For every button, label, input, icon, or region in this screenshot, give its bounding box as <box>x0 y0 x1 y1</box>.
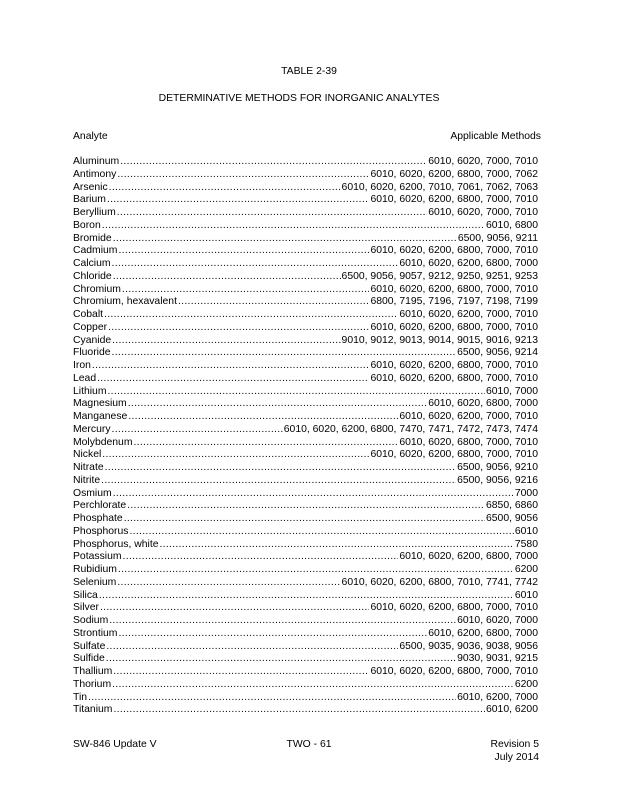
analyte-name: Magnesium <box>73 398 127 410</box>
applicable-methods: 6500, 9056, 9211 <box>457 232 538 244</box>
dot-leader <box>112 258 399 271</box>
analyte-name: Cobalt <box>73 309 104 320</box>
analyte-name: Potassium <box>73 551 122 563</box>
analyte-name: Calcium <box>73 258 111 269</box>
applicable-methods: 6200 <box>514 564 538 575</box>
dot-leader <box>128 411 398 424</box>
table-row <box>73 245 538 258</box>
table-row <box>73 462 538 475</box>
table-row <box>73 628 538 641</box>
analyte-name: Lithium <box>73 385 107 397</box>
dot-leader <box>99 590 514 603</box>
applicable-methods: 6500, 9056, 9057, 9212, 9250, 9251, 9253 <box>341 270 538 282</box>
analyte-name: Silver <box>73 602 99 614</box>
dot-leader <box>128 398 427 411</box>
table-row <box>73 679 538 692</box>
analyte-name: Copper <box>73 321 108 333</box>
table-row <box>73 386 538 399</box>
applicable-methods: 6010, 6020, 6200, 6800, 7010, 7741, 7742 <box>341 576 538 588</box>
applicable-methods: 6010, 6020, 6200, 6800, 7000, 7010 <box>370 194 538 206</box>
table-row <box>73 666 538 679</box>
analyte-name: Silica <box>73 589 98 601</box>
applicable-methods: 6800, 7195, 7196, 7197, 7198, 7199 <box>370 296 538 308</box>
applicable-methods: 6010 <box>514 589 538 601</box>
applicable-methods: 6010, 6020, 6800, 7000 <box>428 398 538 410</box>
analyte-name: Fluoride <box>73 347 111 359</box>
dot-leader <box>117 207 427 220</box>
applicable-methods: 6010, 7000 <box>485 385 538 397</box>
applicable-methods: 6500, 9056, 9214 <box>457 347 538 359</box>
table-row <box>73 475 538 488</box>
table-row <box>73 156 538 169</box>
table-row <box>73 258 538 271</box>
analyte-name: Barium <box>73 194 106 206</box>
analyte-name: Bromide <box>73 232 112 244</box>
applicable-methods: 6010, 6020, 6200, 7000, 7010 <box>399 411 538 422</box>
analyte-name: Cyanide <box>73 334 112 346</box>
table-row <box>73 513 538 526</box>
table-row <box>73 590 538 603</box>
applicable-methods: 6010 <box>514 525 538 537</box>
footer-document-id: SW-846 Update V <box>73 739 157 750</box>
applicable-methods: 6500, 9035, 9036, 9038, 9056 <box>399 640 538 652</box>
analyte-name: Lead <box>73 372 97 384</box>
analyte-name: Nitrate <box>73 462 104 473</box>
applicable-methods: 6500, 9056, 9210 <box>457 462 538 473</box>
table-row <box>73 449 538 462</box>
applicable-methods: 6500, 9056 <box>485 513 538 524</box>
dot-leader <box>124 513 485 526</box>
table-row <box>73 551 538 564</box>
applicable-methods: 6010, 6020, 6200, 6800, 7000, 7010 <box>370 666 538 677</box>
analyte-name: Nickel <box>73 449 102 461</box>
table-row <box>73 194 538 207</box>
table-row <box>73 577 538 590</box>
dot-leader <box>92 360 370 373</box>
dot-leader <box>88 692 456 705</box>
dot-leader <box>104 309 398 322</box>
applicable-methods: 6010, 6020, 6200, 7010, 7061, 7062, 7063 <box>341 181 538 193</box>
dot-leader <box>127 500 485 513</box>
table-row <box>73 641 538 654</box>
dot-leader <box>117 577 340 590</box>
table-row <box>73 411 538 424</box>
analyte-name: Phosphorus, white <box>73 538 159 550</box>
dot-leader <box>100 602 369 615</box>
dot-leader <box>97 373 369 386</box>
dot-leader <box>113 488 514 501</box>
analyte-name: Molybdenum <box>73 436 133 448</box>
dot-leader <box>123 551 399 564</box>
applicable-methods: 6010, 6020, 6800, 7000, 7010 <box>399 436 538 448</box>
table-title: DETERMINATIVE METHODS FOR INORGANIC ANALYTES <box>158 93 440 104</box>
analyte-name: Antimony <box>73 168 117 180</box>
footer-page-number: TWO - 61 <box>286 739 332 750</box>
table-row <box>73 284 538 297</box>
applicable-methods: 7000 <box>514 487 538 499</box>
dot-leader <box>113 704 485 717</box>
dot-leader <box>109 615 456 628</box>
applicable-methods: 6010, 6800 <box>485 219 538 231</box>
applicable-methods: 6010, 6020, 6200, 6800, 7000, 7010 <box>370 283 538 295</box>
table-row <box>73 360 538 373</box>
dot-leader <box>118 245 369 258</box>
table-row <box>73 526 538 539</box>
table-row <box>73 322 538 335</box>
dot-leader <box>113 271 341 284</box>
analyte-name: Tin <box>73 691 88 703</box>
applicable-methods: 6010, 6020, 7000 <box>457 615 538 626</box>
analyte-name: Cadmium <box>73 245 118 257</box>
analyte-name: Thorium <box>73 678 112 690</box>
table-row <box>73 564 538 577</box>
analyte-name: Aluminum <box>73 156 120 167</box>
table-row <box>73 347 538 360</box>
analyte-name: Iron <box>73 360 91 371</box>
applicable-methods: 6010, 6200 <box>485 704 538 716</box>
dot-leader <box>112 424 283 437</box>
dot-leader <box>105 462 456 475</box>
dot-leader <box>102 220 485 233</box>
analyte-name: Nitrite <box>73 474 101 486</box>
table-row <box>73 373 538 386</box>
applicable-methods: 7580 <box>514 538 538 550</box>
footer-revision-date: July 2014 <box>494 752 539 763</box>
dot-leader <box>108 322 369 335</box>
dot-leader <box>113 666 369 679</box>
dot-leader <box>118 628 427 641</box>
table-row <box>73 220 538 233</box>
analyte-name: Beryllium <box>73 207 116 218</box>
table-row <box>73 539 538 552</box>
applicable-methods: 6010, 6020, 6200, 6800, 7000, 7010 <box>370 372 538 384</box>
analyte-name: Phosphorus <box>73 525 129 537</box>
analyte-name: Strontium <box>73 627 118 639</box>
analyte-table <box>73 156 538 717</box>
analyte-name: Osmium <box>73 487 112 499</box>
applicable-methods: 6010, 6020, 7000, 7010 <box>428 207 538 218</box>
dot-leader <box>113 233 457 246</box>
applicable-methods: 9030, 9031, 9215 <box>457 653 538 665</box>
footer-revision-number: Revision 5 <box>490 739 539 750</box>
dot-leader <box>112 679 514 692</box>
applicable-methods: 6010, 6020, 6200, 6800, 7000, 7010 <box>370 449 538 461</box>
table-row <box>73 488 538 501</box>
dot-leader <box>108 386 485 399</box>
applicable-methods: 6010, 6020, 6200, 6800, 7000, 7010 <box>370 321 538 333</box>
analyte-name: Phosphate <box>73 513 123 524</box>
analyte-name: Sodium <box>73 615 109 626</box>
applicable-methods: 6500, 9056, 9216 <box>457 474 538 486</box>
table-number: TABLE 2-39 <box>281 66 337 77</box>
table-row <box>73 169 538 182</box>
dot-leader <box>106 641 398 654</box>
dot-leader <box>106 653 456 666</box>
dot-leader <box>107 194 370 207</box>
applicable-methods: 6010, 6020, 6200, 6800, 7470, 7471, 7472, 7473, 7474 <box>283 423 538 435</box>
dot-leader <box>112 347 457 360</box>
analyte-name: Chromium <box>73 283 121 295</box>
dot-leader <box>122 284 370 297</box>
dot-leader <box>129 526 513 539</box>
dot-leader <box>178 296 369 309</box>
applicable-methods: 6850, 6860 <box>485 500 538 512</box>
applicable-methods: 6010, 6200, 6800, 7000 <box>428 627 538 639</box>
analyte-name: Manganese <box>73 411 128 422</box>
dot-leader <box>109 182 341 195</box>
table-row <box>73 704 538 717</box>
analyte-name: Chromium, hexavalent <box>73 296 177 308</box>
applicable-methods: 6010, 6020, 6200, 7000, 7010 <box>399 309 538 320</box>
applicable-methods: 6010, 6020, 6200, 6800, 7000, 7062 <box>370 168 538 180</box>
table-row <box>73 182 538 195</box>
dot-leader <box>118 564 514 577</box>
table-row <box>73 424 538 437</box>
dot-leader <box>101 475 456 488</box>
dot-leader <box>134 437 399 450</box>
analyte-name: Sulfate <box>73 640 106 652</box>
table-row <box>73 602 538 615</box>
analyte-name: Titanium <box>73 704 113 716</box>
analyte-name: Thallium <box>73 666 113 677</box>
dot-leader <box>159 539 513 552</box>
analyte-name: Arsenic <box>73 181 108 193</box>
analyte-name: Mercury <box>73 423 111 435</box>
table-row <box>73 437 538 450</box>
analyte-name: Rubidium <box>73 564 117 575</box>
analyte-name: Sulfide <box>73 653 105 665</box>
applicable-methods: 6010, 6020, 6200, 6800, 7000 <box>399 258 538 269</box>
table-row <box>73 335 538 348</box>
table-row <box>73 615 538 628</box>
dot-leader <box>117 169 369 182</box>
analyte-name: Chloride <box>73 270 112 282</box>
applicable-methods: 6010, 6020, 6200, 6800, 7000, 7010 <box>370 360 538 371</box>
applicable-methods: 6010, 6020, 6200, 6800, 7000, 7010 <box>370 245 538 257</box>
applicable-methods: 6010, 6020, 7000, 7010 <box>428 156 538 167</box>
table-row <box>73 398 538 411</box>
applicable-methods: 6010, 6020, 6200, 6800, 7000 <box>399 551 538 563</box>
analyte-name: Boron <box>73 219 101 231</box>
dot-leader <box>102 449 369 462</box>
column-header-analyte: Analyte <box>73 131 108 142</box>
table-row <box>73 692 538 705</box>
applicable-methods: 6010, 6020, 6200, 6800, 7000, 7010 <box>370 602 538 614</box>
dot-leader <box>112 335 340 348</box>
table-row <box>73 207 538 220</box>
table-row <box>73 653 538 666</box>
table-row <box>73 296 538 309</box>
analyte-name: Perchlorate <box>73 500 127 512</box>
applicable-methods: 6200 <box>514 678 538 690</box>
table-row <box>73 233 538 246</box>
dot-leader <box>120 156 427 169</box>
table-row <box>73 271 538 284</box>
table-row <box>73 309 538 322</box>
column-header-methods: Applicable Methods <box>450 131 541 142</box>
footer-revision <box>490 738 539 764</box>
table-row <box>73 500 538 513</box>
analyte-name: Selenium <box>73 576 117 588</box>
applicable-methods: 6010, 6200, 7000 <box>457 691 538 703</box>
applicable-methods: 9010, 9012, 9013, 9014, 9015, 9016, 9213 <box>341 334 538 346</box>
